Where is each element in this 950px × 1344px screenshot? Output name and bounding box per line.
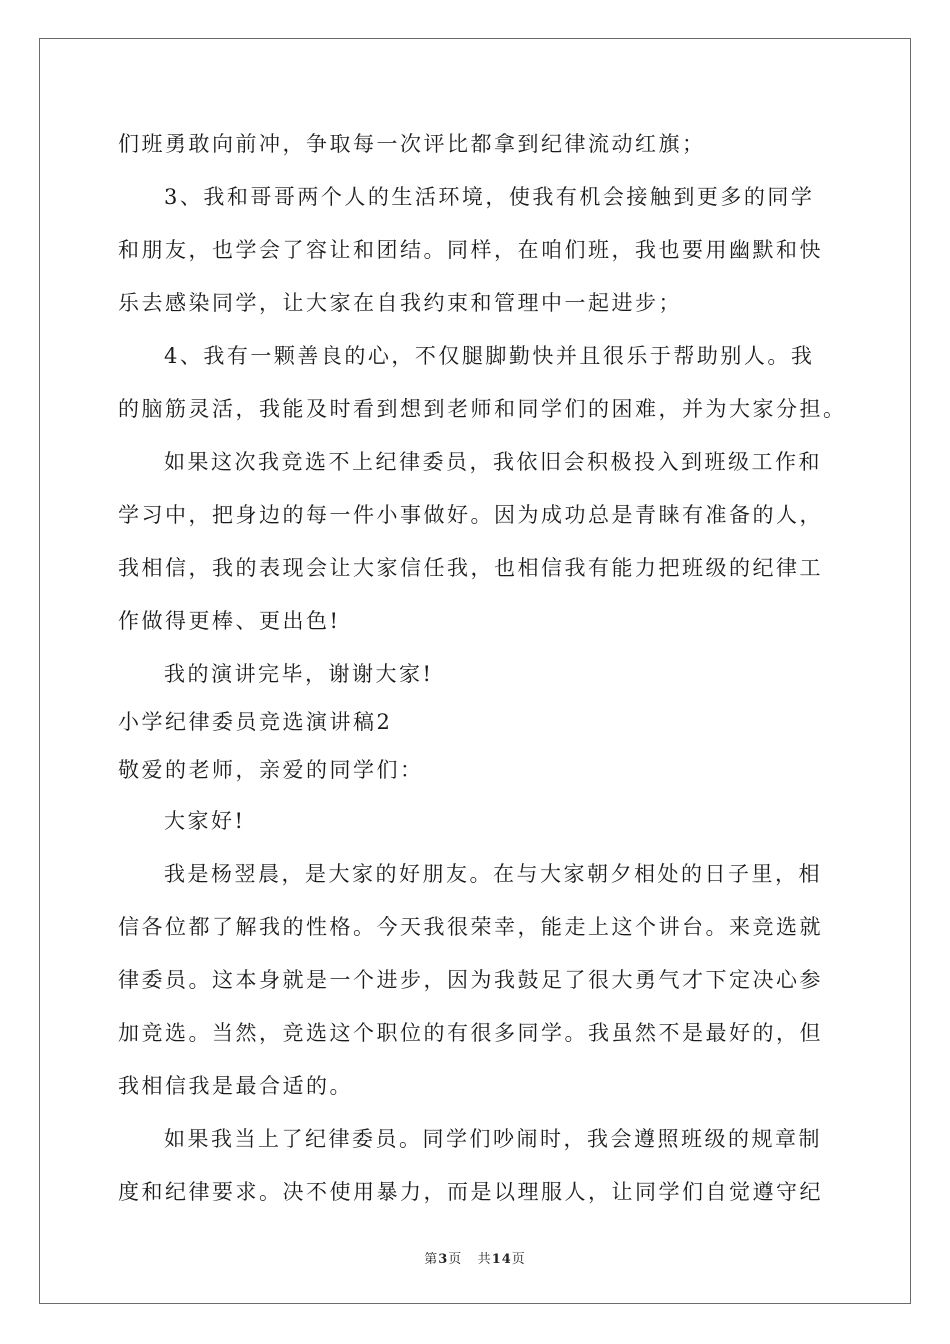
text-line: 们班勇敢向前冲，争取每一次评比都拿到纪律流动红旗； — [118, 132, 706, 156]
total-pages: 14 — [491, 1252, 512, 1267]
text-line: 律委员。这本身就是一个进步，因为我鼓足了很大勇气才下定决心参 — [118, 968, 823, 992]
text-line: 加竞选。当然，竞选这个职位的有很多同学。我虽然不是最好的，但 — [118, 1021, 823, 1045]
text-line: 我是杨翌晨，是大家的好朋友。在与大家朝夕相处的日子里，相 — [164, 862, 822, 886]
section-title: 小学纪律委员竞选演讲稿2 — [118, 710, 393, 734]
salutation: 敬爱的老师，亲爱的同学们： — [118, 758, 424, 782]
page-number: 3 — [438, 1252, 449, 1267]
text-line: 度和纪律要求。决不使用暴力，而是以理服人，让同学们自觉遵守纪 — [118, 1180, 823, 1204]
text-line: 我的演讲完毕，谢谢大家! — [164, 662, 434, 686]
page-suffix: 页 — [448, 1252, 463, 1267]
total-suffix: 页 — [511, 1252, 526, 1267]
total-prefix: 共 — [477, 1252, 492, 1267]
text-line: 如果我当上了纪律委员。同学们吵闹时，我会遵照班级的规章制 — [164, 1127, 822, 1151]
text-line: 和朋友，也学会了容让和团结。同样，在咱们班，我也要用幽默和快 — [118, 238, 823, 262]
text-line: 作做得更棒、更出色! — [118, 609, 341, 633]
page-prefix: 第 — [424, 1252, 439, 1267]
text-line: 我相信我是最合适的。 — [118, 1074, 353, 1098]
text-line: 如果这次我竞选不上纪律委员，我依旧会积极投入到班级工作和 — [164, 450, 822, 474]
text-line: 乐去感染同学，让大家在自我约束和管理中一起进步； — [118, 291, 682, 315]
text-line: 的脑筋灵活，我能及时看到想到老师和同学们的困难，并为大家分担。 — [118, 397, 847, 421]
text-line: 信各位都了解我的性格。今天我很荣幸，能走上这个讲台。来竞选就 — [118, 915, 823, 939]
text-line: 4、我有一颗善良的心，不仅腿脚勤快并且很乐于帮助别人。我 — [164, 344, 815, 368]
text-line: 我相信，我的表现会让大家信任我，也相信我有能力把班级的纪律工 — [118, 556, 823, 580]
text-line: 3、我和哥哥两个人的生活环境，使我有机会接触到更多的同学 — [164, 185, 815, 209]
page-footer — [0, 1248, 950, 1267]
greeting: 大家好! — [164, 809, 246, 833]
text-line: 学习中，把身边的每一件小事做好。因为成功总是青睐有准备的人， — [118, 503, 823, 527]
